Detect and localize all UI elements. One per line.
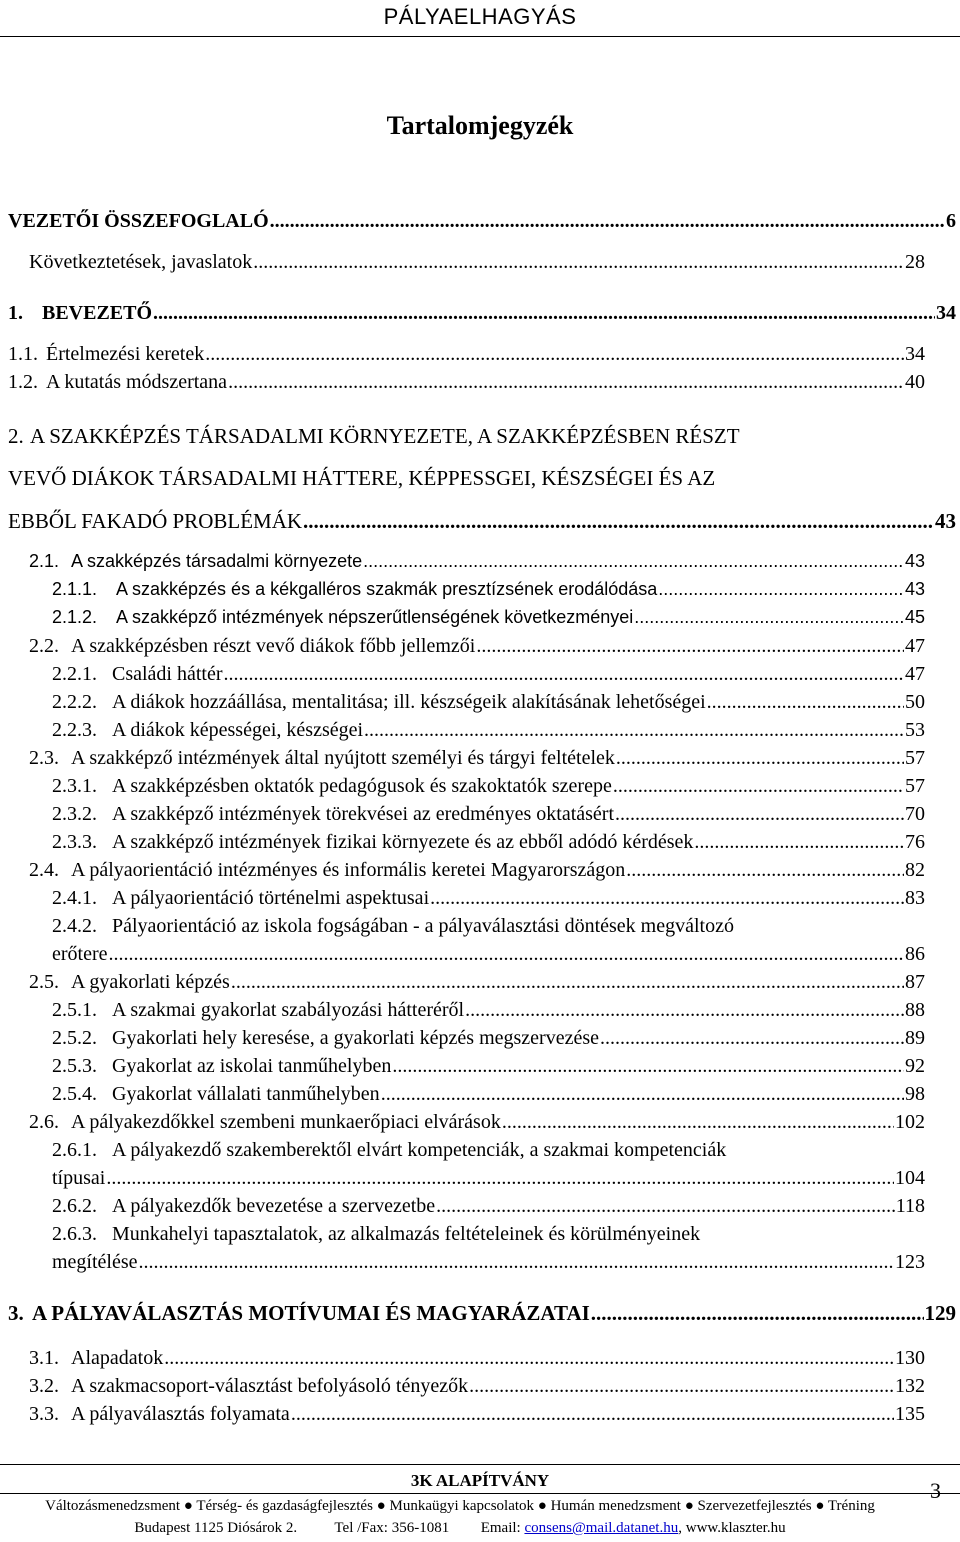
toc-entry[interactable] <box>52 828 925 856</box>
footer-email-label: Email: <box>480 1520 521 1536</box>
toc-entry-page: 132 <box>895 1375 925 1397</box>
footer-phone: Tel /Fax: 356-1081 <box>334 1520 450 1536</box>
toc-entry-page: 57 <box>905 747 925 769</box>
toc-entry-page: 43 <box>904 579 925 599</box>
toc-entry[interactable] <box>8 1299 956 1327</box>
toc-leader-dots <box>469 1372 894 1400</box>
toc-leader-dots <box>205 340 904 368</box>
toc-entry[interactable] <box>8 340 925 368</box>
toc-entry-number: 2.2. <box>29 635 59 657</box>
toc-entry[interactable] <box>52 1080 925 1108</box>
toc-entry[interactable] <box>52 1024 925 1052</box>
toc-leader-dots <box>228 368 904 396</box>
toc-entry-number: 2.5. <box>29 971 59 993</box>
toc-entry[interactable] <box>29 248 925 276</box>
toc-entry[interactable] <box>52 1164 925 1192</box>
toc-entry-page: 45 <box>904 607 925 627</box>
toc-entry-number: 3.2. <box>29 1375 59 1397</box>
toc-entry-wrapped-line[interactable] <box>52 1220 700 1248</box>
toc-leader-dots <box>465 996 904 1024</box>
toc-entry[interactable] <box>52 1052 925 1080</box>
toc-leader-dots <box>139 1248 894 1276</box>
toc-entry-wrapped-line[interactable] <box>52 912 734 940</box>
toc-entry-label-line: EBBŐL FAKADÓ PROBLÉMÁK <box>8 509 303 533</box>
toc-leader-dots <box>626 856 904 884</box>
toc-entry-page: 87 <box>905 971 925 993</box>
toc-entry-label: A szakmai gyakorlat szabályozási hátteréről <box>112 999 465 1021</box>
toc-entry-number: 2.6.1. <box>52 1139 97 1161</box>
toc-entry[interactable] <box>52 996 925 1024</box>
footer-address: Budapest 1125 Diósárok 2. <box>134 1520 298 1536</box>
toc-entry-number: 2.1. <box>29 551 60 571</box>
toc-entry-label: Gyakorlat az iskolai tanműhelyben <box>112 1055 392 1077</box>
toc-entry-label: A diákok hozzáállása, mentalitása; ill. készségeik alakításának lehetőségei <box>112 691 706 713</box>
toc-entry-page: 40 <box>905 371 925 393</box>
toc-entry[interactable] <box>29 1372 925 1400</box>
footer-contact <box>0 1519 920 1537</box>
toc-entry-page: 123 <box>895 1251 925 1273</box>
footer-email-link[interactable]: consens@mail.datanet.hu <box>524 1520 679 1536</box>
toc-leader-dots <box>364 716 904 744</box>
toc-entry[interactable] <box>52 660 925 688</box>
toc-entry[interactable] <box>29 547 925 575</box>
toc-entry[interactable] <box>52 940 925 968</box>
toc-entry[interactable] <box>52 884 925 912</box>
toc-entry[interactable] <box>8 207 956 235</box>
toc-leader-dots <box>392 1052 904 1080</box>
toc-entry-number: 2.6.3. <box>52 1223 97 1245</box>
toc-entry-page: 86 <box>905 943 925 965</box>
toc-entry-page: 53 <box>905 719 925 741</box>
toc-leader-dots <box>430 884 904 912</box>
toc-entry-label: A szakképzésben oktatók pedagógusok és szakoktatók szerepe <box>112 775 612 797</box>
toc-entry-label: BEVEZETŐ <box>42 302 153 324</box>
footer-divider <box>0 1464 960 1465</box>
toc-entry-page: 70 <box>905 803 925 825</box>
toc-leader-dots <box>109 940 904 968</box>
toc-entry-page: 129 <box>924 1301 956 1325</box>
toc-entry[interactable] <box>52 772 925 800</box>
toc-leader-dots <box>363 547 904 575</box>
toc-leader-dots <box>600 1024 904 1052</box>
toc-entry-page: 89 <box>905 1027 925 1049</box>
toc-entry[interactable] <box>52 1192 925 1220</box>
toc-entry-label: A pályakezdőkkel szembeni munkaerőpiaci elvárások <box>71 1111 501 1133</box>
toc-entry-label-line: megítélése <box>52 1251 138 1273</box>
page-number: 3 <box>930 1478 941 1503</box>
footer-services: Változásmenedzsment ● Térség- és gazdaságfejlesztés ● Munkaügyi kapcsolatok ● Humán menedzsment ● Szervezetfejlesztés ● Tréning <box>45 1498 875 1514</box>
toc-leader-dots <box>164 1344 894 1372</box>
toc-entry-number: 2.4.2. <box>52 915 97 937</box>
toc-entry-page: 135 <box>895 1403 925 1425</box>
toc-entry-label: A pályaválasztás folyamata <box>71 1403 290 1425</box>
toc-entry-label: Családi háttér <box>112 663 223 685</box>
toc-entry-label: A pályaorientáció történelmi aspektusai <box>112 887 430 909</box>
toc-entry-page: 34 <box>936 302 956 324</box>
toc-entry-wrapped-line[interactable] <box>52 1136 726 1164</box>
toc-entry-number: 2.1.1. <box>52 579 98 599</box>
toc-entry-number: 2.2.1. <box>52 663 97 685</box>
toc-entry-page: 118 <box>895 1195 925 1217</box>
toc-entry-label: A szakképző intézmények népszerűtlenségének következményei <box>116 607 634 627</box>
toc-entry-page: 28 <box>905 251 925 273</box>
toc-entry[interactable] <box>52 688 925 716</box>
toc-entry-wrapped-line: VEVŐ DIÁKOK TÁRSADALMI HÁTTERE, KÉPPESSGEI, KÉSZSÉGEI ÉS AZ <box>8 466 716 490</box>
toc-entry-page: 43 <box>904 551 925 571</box>
toc-entry-label: A kutatás módszertana <box>46 371 228 393</box>
toc-entry-page: 76 <box>905 831 925 853</box>
toc-entry-number: 3.1. <box>29 1347 59 1369</box>
toc-entry-number: 1.2. <box>8 371 38 393</box>
toc-entry-page: 34 <box>905 343 925 365</box>
toc-leader-dots <box>658 575 904 603</box>
toc-leader-dots <box>153 299 935 327</box>
toc-entry[interactable] <box>8 299 956 327</box>
toc-entry-page: 92 <box>905 1055 925 1077</box>
toc-entry-number: 2.1.2. <box>52 607 98 627</box>
toc-entry-page: 104 <box>895 1167 925 1189</box>
toc-entry-label: Következtetések, javaslatok <box>29 251 253 273</box>
toc-entry[interactable] <box>29 1344 925 1372</box>
toc-entry[interactable] <box>29 856 925 884</box>
toc-entry-label: A pályaorientáció intézményes és informális keretei Magyarországon <box>71 859 626 881</box>
toc-entry-label-line: A SZAKKÉPZÉS TÁRSADALMI KÖRNYEZETE, A SZAKKÉPZÉSBEN RÉSZT <box>30 424 740 448</box>
toc-leader-dots <box>476 632 904 660</box>
toc-entry-page: 50 <box>905 691 925 713</box>
toc-entry-label-line: Munkahelyi tapasztalatok, az alkalmazás feltételeinek és körülményeinek <box>112 1223 701 1245</box>
toc-entry-page: 88 <box>905 999 925 1021</box>
toc-entry-number: 2.6. <box>29 1111 59 1133</box>
toc-entry[interactable] <box>52 716 925 744</box>
toc-leader-dots <box>270 207 945 235</box>
toc-entry-label: A szakképzés és a kékgalléros szakmák presztízsének erodálódása <box>116 579 658 599</box>
toc-entry-number: 2.3.1. <box>52 775 97 797</box>
toc-entry-page: 57 <box>905 775 925 797</box>
toc-entry-label: A szakmacsoport-választást befolyásoló tényezők <box>71 1375 469 1397</box>
toc-entry[interactable] <box>29 1400 925 1428</box>
toc-entry-label: A szakképző intézmények törekvései az eredményes oktatásért <box>112 803 615 825</box>
toc-entry-number: 2.3.3. <box>52 831 97 853</box>
toc-entry-number: 1.1. <box>8 343 38 365</box>
toc-entry-label-line: Pályaorientáció az iskola fogságában - a pályaválasztási döntések megváltozó <box>112 915 734 937</box>
toc-entry-number: 2.6.2. <box>52 1195 97 1217</box>
toc-entry-label: A pályakezdők bevezetése a szervezetbe <box>112 1195 436 1217</box>
toc-entry-label: A szakképző intézmények fizikai környezete és az ebből adódó kérdések <box>112 831 694 853</box>
toc-entry-label: A szakképző intézmények által nyújtott személyi és tárgyi feltételek <box>71 747 615 769</box>
running-header: PÁLYAELHAGYÁS <box>383 4 577 29</box>
toc-entry-number: 2.2.2. <box>52 691 97 713</box>
toc-leader-dots <box>231 968 904 996</box>
header-divider <box>0 36 960 37</box>
page-title: Tartalomjegyzék <box>386 111 574 140</box>
toc-entry-label: Gyakorlat vállalati tanműhelyben <box>112 1083 380 1105</box>
toc-entry-label-line: A pályakezdő szakemberektől elvárt kompetenciák, a szakmai kompetenciák <box>112 1139 727 1161</box>
toc-leader-dots <box>615 800 904 828</box>
toc-entry-label: A szakképzésben részt vevő diákok főbb jellemzői <box>71 635 476 657</box>
toc-leader-dots <box>613 772 904 800</box>
toc-entry-page: 83 <box>905 887 925 909</box>
toc-leader-dots <box>502 1108 894 1136</box>
toc-entry-label: A szakképzés társadalmi környezete <box>71 551 363 571</box>
toc-entry-label-line: típusai <box>52 1167 106 1189</box>
toc-entry-label: Értelmezési keretek <box>46 343 205 365</box>
toc-entry-number: 2.3. <box>29 747 59 769</box>
toc-entry-page: 47 <box>905 635 925 657</box>
toc-entry-number: 3. <box>8 1301 24 1325</box>
toc-leader-dots <box>707 688 904 716</box>
toc-entry-page: 6 <box>946 210 956 232</box>
toc-entry-number: 2.5.2. <box>52 1027 97 1049</box>
footer-divider <box>0 1493 960 1494</box>
toc-entry-label: Gyakorlati hely keresése, a gyakorlati képzés megszervezése <box>112 1027 599 1049</box>
toc-leader-dots <box>253 248 904 276</box>
footer-website[interactable]: , www.klaszter.hu <box>678 1520 786 1536</box>
toc-entry[interactable] <box>52 575 925 603</box>
toc-entry-page: 98 <box>905 1083 925 1105</box>
toc-entry-number: 2.5.3. <box>52 1055 97 1077</box>
toc-entry-page: 82 <box>905 859 925 881</box>
toc-entry[interactable] <box>29 632 925 660</box>
toc-entry-label: A PÁLYAVÁLASZTÁS MOTÍVUMAI ÉS MAGYARÁZATAI <box>32 1301 590 1325</box>
toc-entry[interactable] <box>52 1248 925 1276</box>
toc-leader-dots <box>694 828 904 856</box>
toc-leader-dots <box>291 1400 894 1428</box>
toc-leader-dots <box>591 1299 924 1327</box>
toc-leader-dots <box>106 1164 894 1192</box>
footer-organization: 3K ALAPÍTVÁNY <box>410 1471 550 1490</box>
toc-leader-dots <box>634 603 904 631</box>
toc-leader-dots <box>224 660 904 688</box>
toc-entry-number: 2.4.1. <box>52 887 97 909</box>
toc-entry-page: 43 <box>935 509 956 533</box>
toc-entry[interactable] <box>29 968 925 996</box>
toc-entry-page: 130 <box>895 1347 925 1369</box>
toc-entry-page: 47 <box>905 663 925 685</box>
toc-entry-label-line: erőtere <box>52 943 108 965</box>
toc-entry[interactable] <box>52 800 925 828</box>
toc-leader-dots <box>303 507 934 535</box>
toc-entry-number: 2.3.2. <box>52 803 97 825</box>
toc-entry-label: A gyakorlati képzés <box>71 971 230 993</box>
toc-leader-dots <box>436 1192 895 1220</box>
toc-entry-number: 2. <box>8 424 24 448</box>
toc-entry-number: 2.5.1. <box>52 999 97 1021</box>
toc-entry-page: 102 <box>895 1111 925 1133</box>
toc-entry-number: 1. <box>8 302 23 324</box>
toc-entry-wrapped-line[interactable] <box>8 422 740 450</box>
toc-entry-label: A diákok képességei, készségei <box>112 719 364 741</box>
toc-entry[interactable] <box>8 507 956 535</box>
toc-entry[interactable] <box>8 368 925 396</box>
toc-entry-number: 2.4. <box>29 859 59 881</box>
toc-leader-dots <box>381 1080 904 1108</box>
toc-entry[interactable] <box>52 603 925 631</box>
toc-entry-number: 3.3. <box>29 1403 59 1425</box>
toc-entry[interactable] <box>29 1108 925 1136</box>
toc-entry-label: Alapadatok <box>71 1347 164 1369</box>
toc-leader-dots <box>616 744 904 772</box>
toc-entry-number: 2.2.3. <box>52 719 97 741</box>
toc-entry-label: VEZETŐI ÖSSZEFOGLALÓ <box>8 210 269 232</box>
toc-entry-number: 2.5.4. <box>52 1083 97 1105</box>
toc-entry[interactable] <box>29 744 925 772</box>
